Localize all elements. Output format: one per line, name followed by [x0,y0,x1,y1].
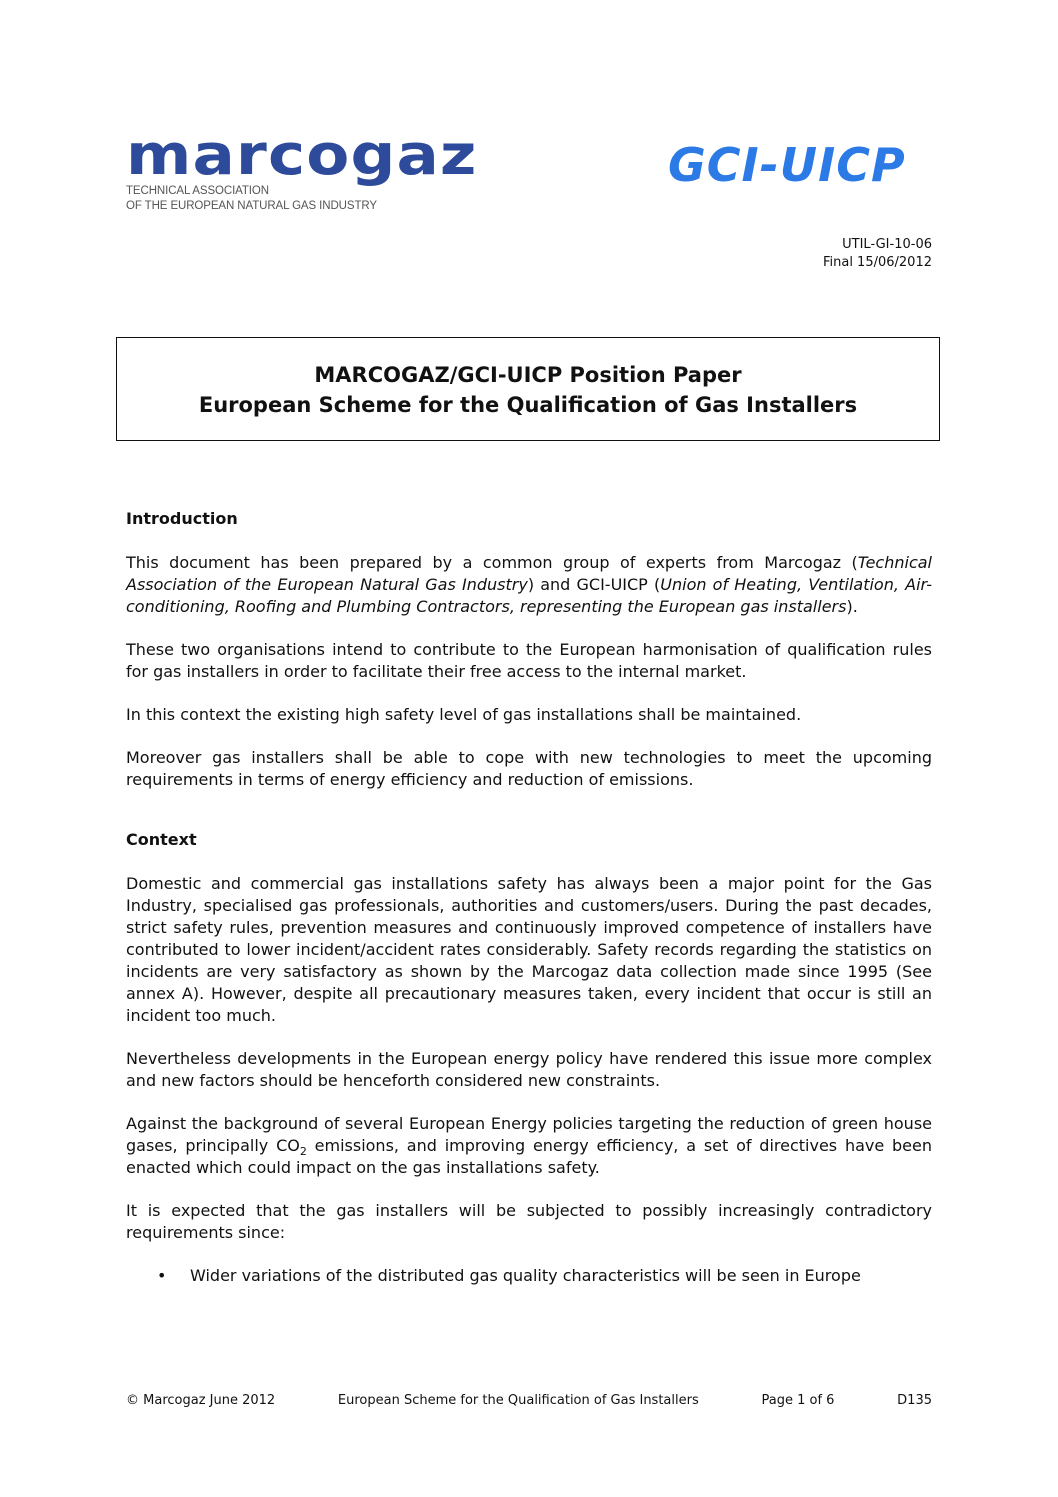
intro-paragraph-2: These two organisations intend to contribute to the European harmonisation of qualification rules for gas installers in order to facilitate their free access to the internal market. [126,640,932,681]
context-paragraph-3 [126,1113,932,1179]
text: ). [846,597,858,616]
subscript: 2 [299,1145,307,1159]
gci-uicp-logo: GCI-UICP [668,138,906,192]
bullet-list [126,1265,932,1287]
context-paragraph-2: Nevertheless developments in the European energy policy have rendered this issue more complex and new factors should be henceforth considered new constraints. [126,1049,932,1090]
intro-paragraph-3: In this context the existing high safety level of gas installations shall be maintained. [126,705,802,724]
text: ) and GCI-UICP ( [527,575,661,594]
marcogaz-tagline-2: OF THE EUROPEAN NATURAL GAS INDUSTRY [126,200,377,212]
title-box [116,337,940,441]
context-paragraph-1: Domestic and commercial gas installations safety has always been a major point for the Gas Industry, specialised gas professionals, authorities and customers/users. During the past decades, strict safety rules, prevention measures and continuously improved competence of installers have contributed to lower incident/accident rates considerably. Safety records regarding the statistics on incidents are very satisfactory as shown by the Marcogaz data collection made since 1995 (See annex A). However, despite all precautionary measures taken, every incident that occur is still an incident too much. [126,874,932,1025]
footer-page-number: Page 1 of 6 [761,1393,835,1408]
list-item-text: Wider variations of the distributed gas quality characteristics will be seen in Europe [190,1266,861,1285]
marcogaz-logo [126,123,478,214]
text: Against the background of several European Energy policies targeting the reduction of green house gases, principally CO [126,1114,932,1155]
document-status: Final 15/06/2012 [822,255,932,270]
text: This document has been prepared by a common group of experts from Marcogaz ( [126,553,858,572]
title-line-2: European Scheme for the Qualification of Gas Installers [198,393,858,417]
section-heading-introduction: Introduction [126,509,238,528]
document-body [126,508,932,1287]
list-item [157,1265,932,1287]
footer-doc-title: European Scheme for the Qualification of Gas Installers [337,1393,699,1408]
text: emissions, and improving energy efficiency, a set of directives have been enacted which could impact on the gas installations safety. [126,1136,933,1177]
footer-doc-code: D135 [897,1393,932,1408]
context-paragraph-4: It is expected that the gas installers will be subjected to possibly increasingly contradictory requirements since: [126,1201,932,1242]
intro-paragraph-4: Moreover gas installers shall be able to cope with new technologies to meet the upcoming requirements in terms of energy efficiency and reduction of emissions. [126,748,932,789]
italic-text: Union of Heating, Ventilation, Air-conditioning, Roofing and Plumbing Contractors, representing the European gas installers [126,575,932,616]
page-footer [126,1393,932,1408]
title-line-1: MARCOGAZ/GCI-UICP Position Paper [314,363,742,387]
document-id: UTIL-GI-10-06 [842,237,932,252]
bullet-icon: • [157,1266,167,1285]
marcogaz-tagline-1: TECHNICAL ASSOCIATION [126,185,269,197]
marcogaz-wordmark: marcogaz [126,123,478,188]
footer-copyright: © Marcogaz June 2012 [126,1393,276,1408]
section-heading-context: Context [126,830,197,849]
document-reference [823,236,932,272]
intro-paragraph-1 [126,552,932,618]
italic-text: Technical Association of the European Natural Gas Industry [126,553,932,594]
